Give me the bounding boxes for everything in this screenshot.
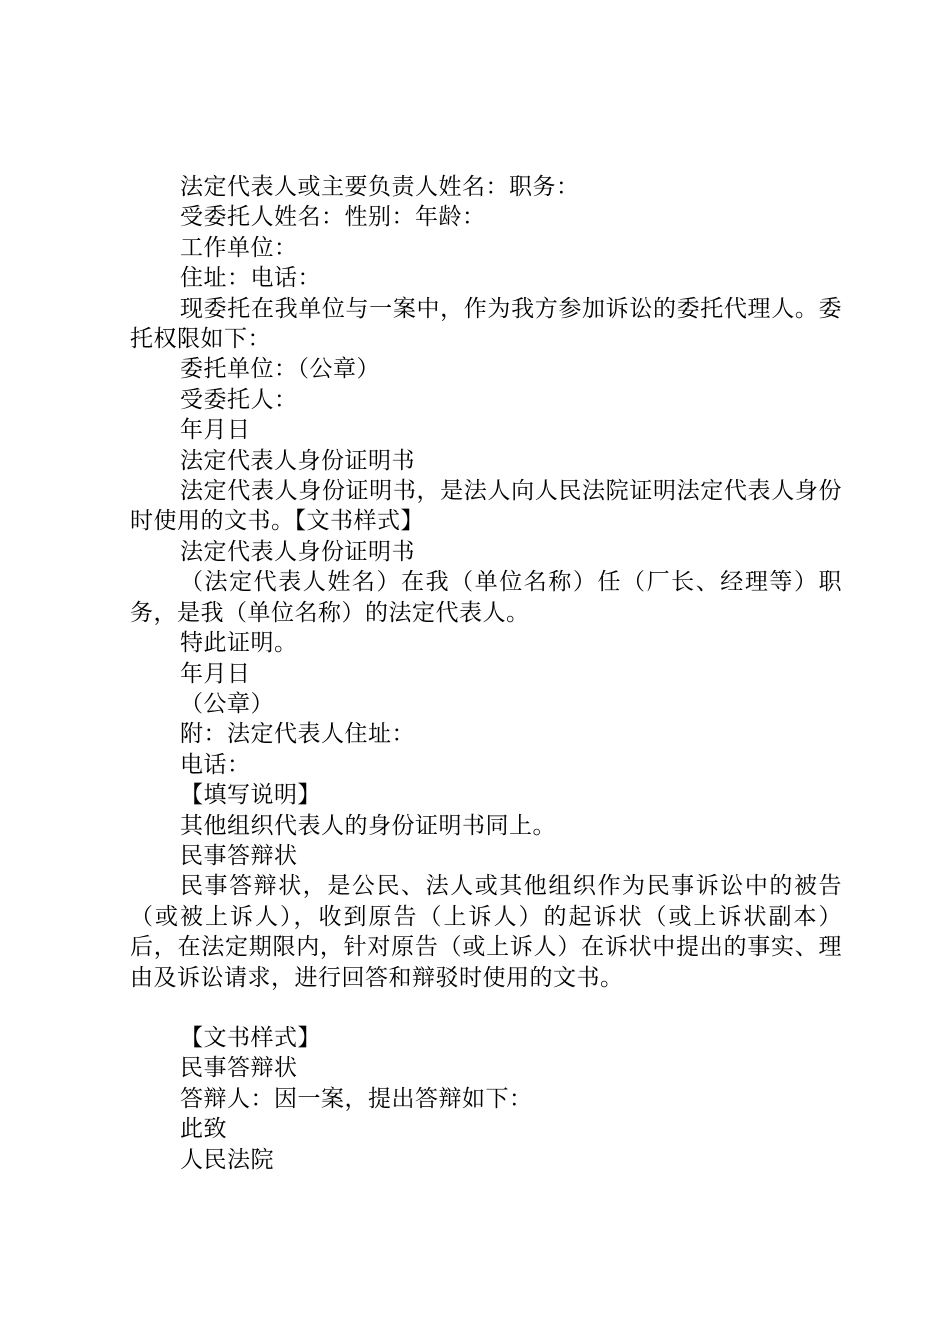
paragraph: 法定代表人身份证明书，是法人向人民法院证明法定代表人身份时使用的文书。【文书样式】 (130, 478, 842, 535)
text-line: 电话： (180, 751, 251, 778)
text-line: 人民法院 (180, 1146, 274, 1173)
text-line: 工作单位： (180, 234, 298, 261)
section-heading: 民事答辩状 (180, 842, 298, 869)
section-heading: 法定代表人身份证明书 (180, 447, 415, 474)
text-line: 【文书样式】 (180, 1024, 321, 1051)
text-line: 委托单位：（公章） (180, 356, 380, 383)
paragraph: 民事答辩状，是公民、法人或其他组织作为民事诉讼中的被告（或被上诉人），收到原告（上诉人）的起诉状（或上诉状副本）后，在法定期限内，针对原告（或上诉人）在诉状中提出的事实、理由及诉讼请求，进行回答和辩驳时使用的文书。 (130, 873, 842, 991)
text-line: 受委托人： (180, 386, 298, 413)
section-heading: 民事答辩状 (180, 1055, 298, 1082)
text-line: 附：法定代表人住址： (180, 721, 415, 748)
text-line: 答辩人：因一案，提出答辩如下： (180, 1085, 533, 1112)
text-line: 住址：电话： (180, 265, 321, 292)
blank-line (130, 993, 842, 1023)
text-line: 【填写说明】 (180, 782, 321, 809)
paragraph: 现委托在我单位与一案中，作为我方参加诉讼的委托代理人。委托权限如下： (130, 295, 842, 353)
section-heading: 法定代表人身份证明书 (180, 538, 415, 565)
text-line: 受委托人姓名：性别：年龄： (180, 204, 486, 231)
document-body (130, 172, 842, 1175)
paragraph: （法定代表人姓名）在我（单位名称）任（厂长、经理等）职务，是我（单位名称）的法定代表人。 (130, 569, 842, 626)
text-line: 法定代表人或主要负责人姓名：职务： (180, 174, 580, 200)
text-line: 此致 (180, 1116, 227, 1143)
text-line: （公章） (180, 690, 274, 717)
text-line: 年月日 (180, 660, 251, 687)
text-line: 其他组织代表人的身份证明书同上。 (180, 812, 556, 839)
text-line: 年月日 (180, 417, 251, 444)
text-line: 特此证明。 (180, 630, 298, 657)
